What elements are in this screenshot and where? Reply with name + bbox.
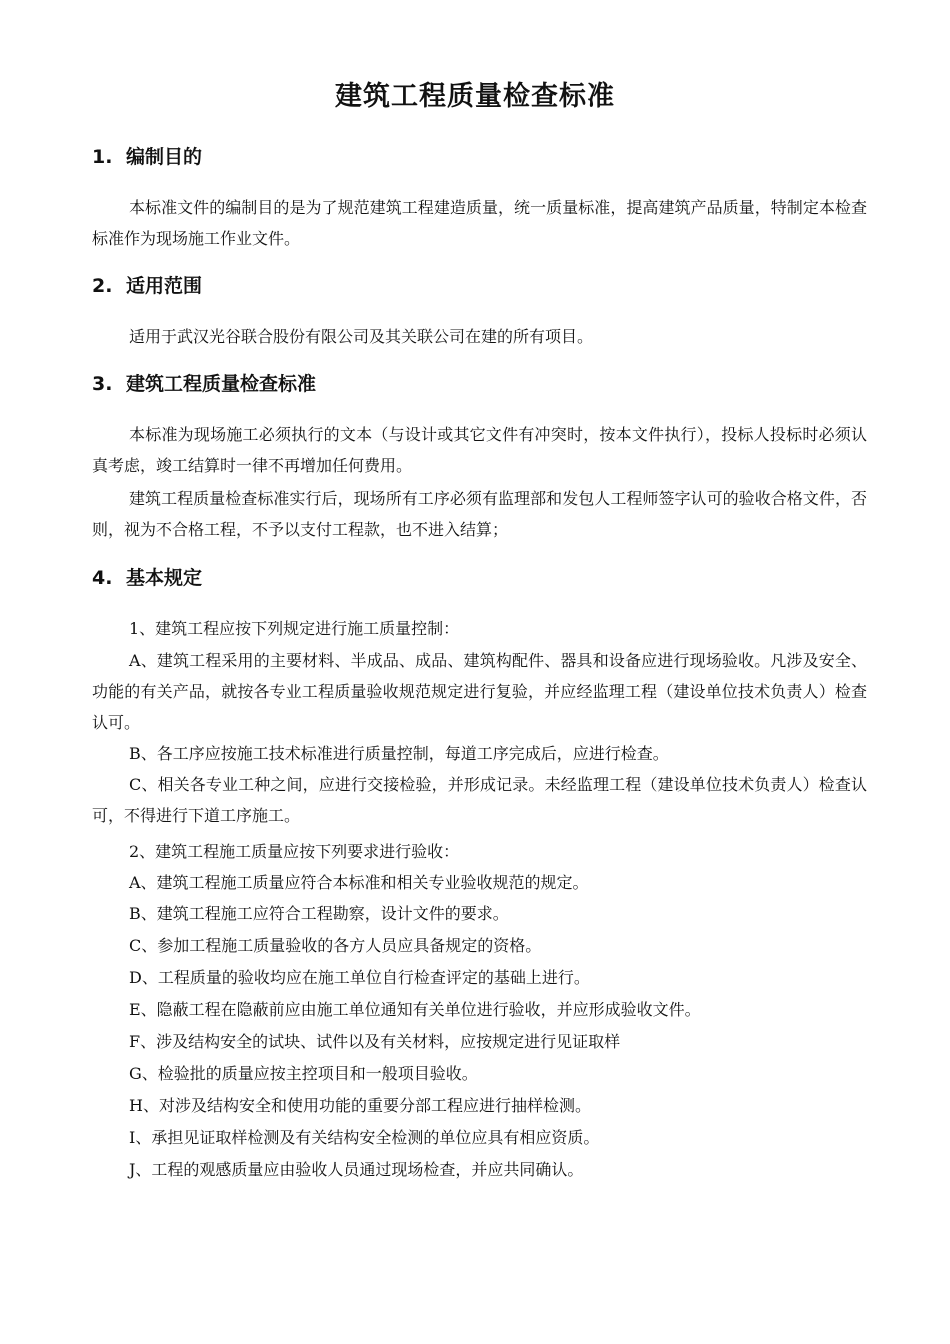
section-title: 基本规定 — [126, 567, 203, 589]
paragraph: 本标准为现场施工必须执行的文本（与设计或其它文件有冲突时，按本文件执行），投标人投标时必须认真考虑，竣工结算时一律不再增加任何费用。 — [92, 425, 867, 475]
paragraph: 适用于武汉光谷联合股份有限公司及其关联公司在建的所有项目。 — [129, 327, 594, 346]
rule-item: E、隐蔽工程在隐蔽前应由施工单位通知有关单位进行验收，并应形成验收文件。 — [129, 1000, 701, 1019]
rule-item: 1、建筑工程应按下列规定进行施工质量控制： — [129, 619, 460, 638]
document-title: 建筑工程质量检查标准 — [335, 81, 615, 112]
rule-item: F、涉及结构安全的试块、试件以及有关材料，应按规定进行见证取样 — [129, 1032, 621, 1051]
rule-item: B、建筑工程施工应符合工程勘察，设计文件的要求。 — [129, 904, 509, 923]
section-heading-1 — [92, 142, 202, 169]
section-number: 4. — [92, 567, 113, 589]
rule-item: G、检验批的质量应按主控项目和一般项目验收。 — [129, 1064, 478, 1083]
section-title: 编制目的 — [126, 146, 203, 168]
section-title: 适用范围 — [126, 275, 203, 297]
rule-item: B、各工序应按施工技术标准进行质量控制，每道工序完成后，应进行检查。 — [129, 744, 669, 763]
rule-item: I、承担见证取样检测及有关结构安全检测的单位应具有相应资质。 — [129, 1128, 600, 1147]
section-heading-4 — [92, 563, 202, 590]
rule-item: C、相关各专业工种之间，应进行交接检验，并形成记录。未经监理工程（建设单位技术负责人）检查认可，不得进行下道工序施工。 — [92, 775, 867, 825]
section-heading-2 — [92, 271, 202, 298]
paragraph: 本标准文件的编制目的是为了规范建筑工程建造质量，统一质量标准，提高建筑产品质量，特制定本检查标准作为现场施工作业文件。 — [92, 198, 867, 248]
section-number: 3. — [92, 373, 113, 395]
section-number: 1. — [92, 146, 113, 168]
rule-item: A、建筑工程采用的主要材料、半成品、成品、建筑构配件、器具和设备应进行现场验收。凡涉及安全、功能的有关产品，就按各专业工程质量验收规范规定进行复验，并应经监理工程（建设单位技术负责人）检查认可。 — [92, 651, 867, 732]
section-heading-3 — [92, 369, 316, 396]
rule-item: 2、建筑工程施工质量应按下列要求进行验收： — [129, 842, 460, 861]
rule-item: J、工程的观感质量应由验收人员通过现场检查，并应共同确认。 — [129, 1160, 584, 1179]
section-number: 2. — [92, 275, 113, 297]
rule-item: H、对涉及结构安全和使用功能的重要分部工程应进行抽样检测。 — [129, 1096, 591, 1115]
section-title: 建筑工程质量检查标准 — [126, 373, 317, 395]
rule-item: D、工程质量的验收均应在施工单位自行检查评定的基础上进行。 — [129, 968, 590, 987]
rule-item: C、参加工程施工质量验收的各方人员应具备规定的资格。 — [129, 936, 542, 955]
rule-item: A、建筑工程施工质量应符合本标准和相关专业验收规范的规定。 — [129, 873, 589, 892]
paragraph: 建筑工程质量检查标准实行后，现场所有工序必须有监理部和发包人工程师签字认可的验收合格文件，否则，视为不合格工程，不予以支付工程款，也不进入结算； — [92, 489, 867, 539]
